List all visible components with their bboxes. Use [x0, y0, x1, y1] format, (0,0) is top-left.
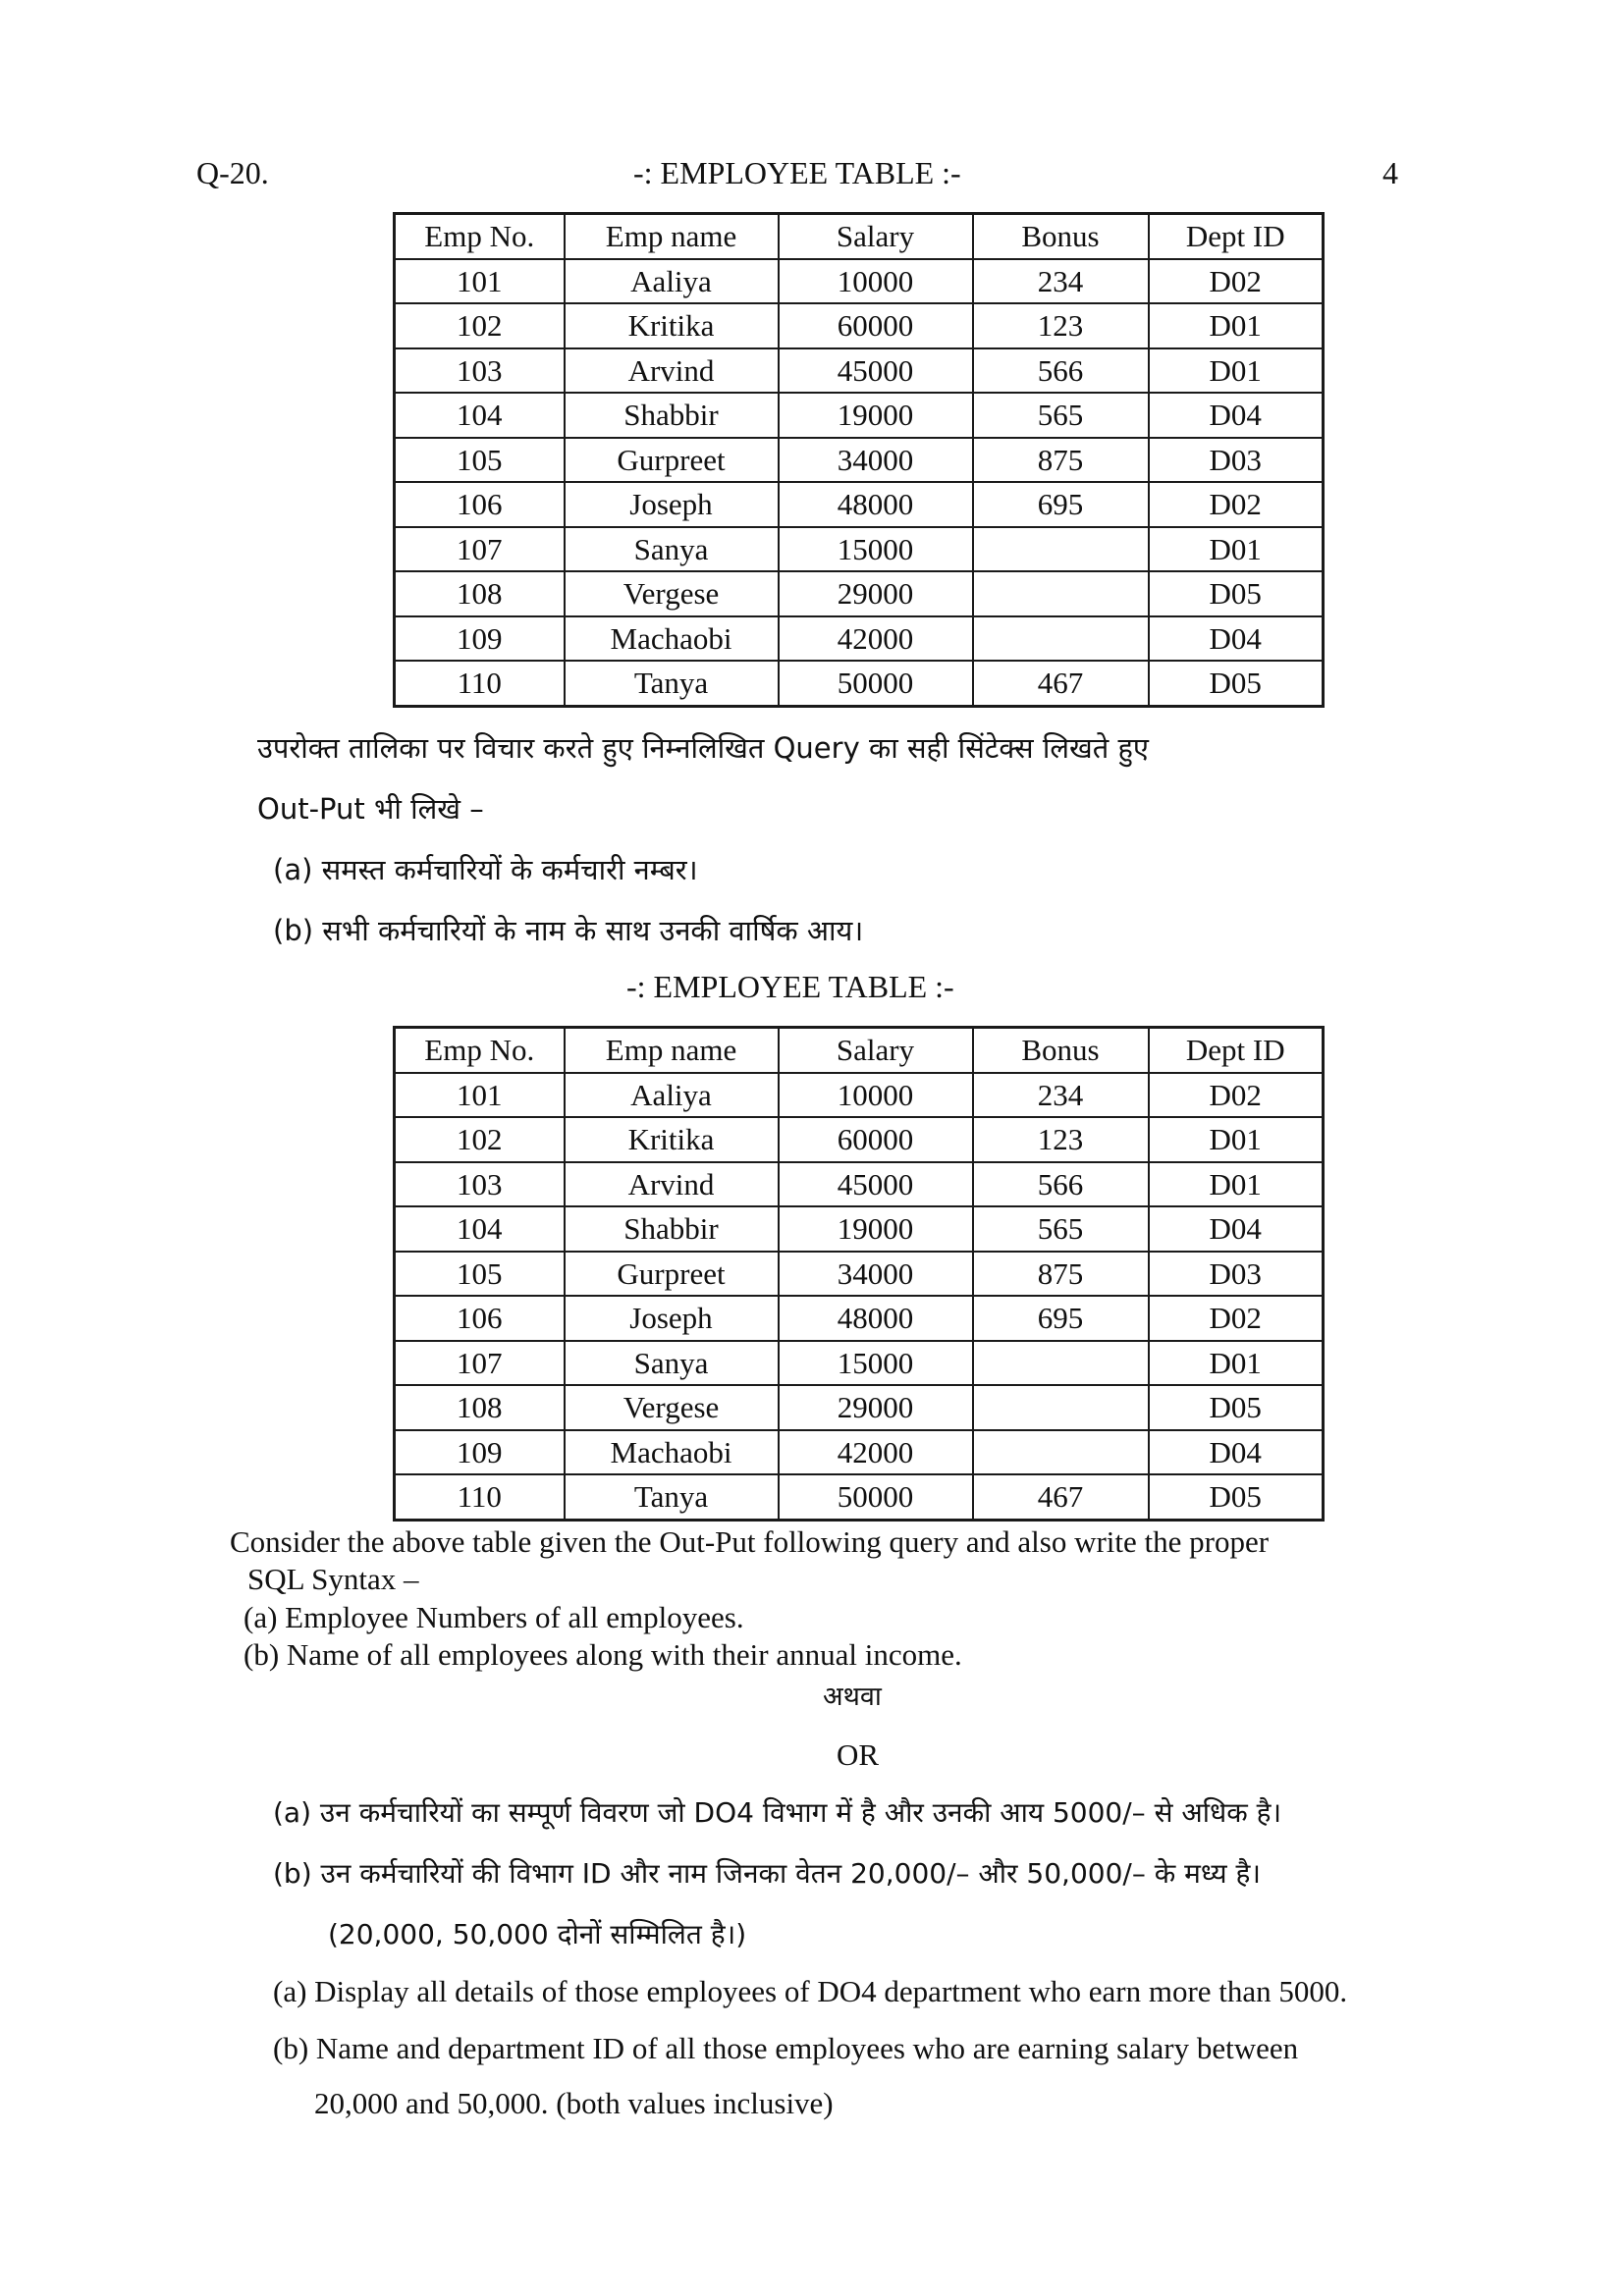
table-row: [395, 1206, 1324, 1252]
table-cell: Vergese: [565, 1385, 779, 1430]
table-cell: 695: [973, 482, 1149, 527]
table-cell: Machaobi: [565, 616, 779, 662]
table-row: [395, 1162, 1324, 1207]
table-cell: 107: [395, 527, 565, 572]
column-header: Emp name: [565, 214, 779, 259]
table-row: [395, 1430, 1324, 1475]
table-header-row: [395, 1028, 1324, 1073]
column-header: Dept ID: [1149, 214, 1324, 259]
hindi-or-question-b: (b) उन कर्मचारियों की विभाग ID और नाम जिनका वेतन 20,000/– और 50,000/– के मध्य है।: [273, 1857, 1262, 1890]
table-cell: Kritika: [565, 303, 779, 348]
table-cell: 110: [395, 661, 565, 706]
table-cell: D01: [1149, 1341, 1324, 1386]
table-cell: [973, 571, 1149, 616]
table-row: [395, 661, 1324, 706]
table-body: [395, 1073, 1324, 1521]
table-cell: D05: [1149, 1385, 1324, 1430]
table-cell: Vergese: [565, 571, 779, 616]
english-intro-line1: Consider the above table given the Out-Put following query and also write the proper: [230, 1524, 1270, 1559]
table-cell: 103: [395, 348, 565, 394]
table-cell: Aaliya: [565, 1073, 779, 1118]
table-cell: 875: [973, 438, 1149, 483]
table-cell: 60000: [779, 303, 973, 348]
table-cell: 123: [973, 303, 1149, 348]
table-cell: D01: [1149, 527, 1324, 572]
table-header-row: [395, 214, 1324, 259]
table-row: [395, 259, 1324, 304]
hindi-intro-line1: उपरोक्त तालिका पर विचार करते हुए निम्नलिखित Query का सही सिंटेक्स लिखते हुए: [257, 731, 1149, 765]
table-row: [395, 1474, 1324, 1520]
table-cell: D01: [1149, 348, 1324, 394]
table-cell: 19000: [779, 1206, 973, 1252]
column-header: Dept ID: [1149, 1028, 1324, 1073]
table-cell: 50000: [779, 661, 973, 706]
english-or-question-b-line1: (b) Name and department ID of all those employees who are earning salary between: [273, 2031, 1299, 2065]
table-cell: 106: [395, 482, 565, 527]
table-cell: 15000: [779, 1341, 973, 1386]
table-cell: 104: [395, 1206, 565, 1252]
table-cell: 42000: [779, 616, 973, 662]
table-cell: 109: [395, 616, 565, 662]
table-cell: 467: [973, 661, 1149, 706]
table-cell: Sanya: [565, 527, 779, 572]
table-cell: Tanya: [565, 1474, 779, 1520]
table-cell: Joseph: [565, 482, 779, 527]
table-cell: D02: [1149, 482, 1324, 527]
table-cell: Shabbir: [565, 1206, 779, 1252]
table-row: [395, 303, 1324, 348]
table-cell: 48000: [779, 1296, 973, 1341]
table-cell: 234: [973, 259, 1149, 304]
table-cell: D01: [1149, 303, 1324, 348]
table-cell: D03: [1149, 438, 1324, 483]
table-row: [395, 1341, 1324, 1386]
table-cell: 103: [395, 1162, 565, 1207]
table-cell: 101: [395, 1073, 565, 1118]
hindi-or-question-b-note: (20,000, 50,000 दोनों सम्मिलित है।): [328, 1918, 747, 1950]
table-cell: 109: [395, 1430, 565, 1475]
english-or-question-b-line2: 20,000 and 50,000. (both values inclusive): [314, 2086, 834, 2120]
table-cell: 106: [395, 1296, 565, 1341]
table-row: [395, 1385, 1324, 1430]
table-cell: 10000: [779, 259, 973, 304]
hindi-question-b: (b) सभी कर्मचारियों के नाम के साथ उनकी वार्षिक आय।: [273, 914, 864, 947]
table-cell: Kritika: [565, 1117, 779, 1162]
athva-label: अथवा: [823, 1682, 882, 1712]
table-cell: Aaliya: [565, 259, 779, 304]
english-question-a: (a) Employee Numbers of all employees.: [244, 1600, 744, 1634]
table-row: [395, 393, 1324, 438]
table-cell: D05: [1149, 1474, 1324, 1520]
column-header: Emp No.: [395, 214, 565, 259]
table-cell: 15000: [779, 527, 973, 572]
english-intro-line2: SQL Syntax –: [247, 1562, 419, 1596]
table-cell: Joseph: [565, 1296, 779, 1341]
table-cell: 875: [973, 1252, 1149, 1297]
table-cell: Arvind: [565, 1162, 779, 1207]
table-cell: Gurpreet: [565, 438, 779, 483]
table-cell: [973, 1385, 1149, 1430]
table-row: [395, 1073, 1324, 1118]
table-cell: D01: [1149, 1117, 1324, 1162]
table-row: [395, 482, 1324, 527]
table-cell: Arvind: [565, 348, 779, 394]
table-cell: 123: [973, 1117, 1149, 1162]
table-row: [395, 348, 1324, 394]
column-header: Emp No.: [395, 1028, 565, 1073]
table-cell: 101: [395, 259, 565, 304]
table-cell: [973, 1430, 1149, 1475]
table-cell: 105: [395, 438, 565, 483]
table-cell: 108: [395, 571, 565, 616]
hindi-or-question-a: (a) उन कर्मचारियों का सम्पूर्ण विवरण जो DO4 विभाग में है और उनकी आय 5000/– से अधिक है।: [273, 1796, 1282, 1829]
table-cell: D02: [1149, 259, 1324, 304]
table-cell: 45000: [779, 1162, 973, 1207]
table-cell: D04: [1149, 616, 1324, 662]
table-row: [395, 571, 1324, 616]
or-label: OR: [837, 1737, 880, 1772]
english-question-b: (b) Name of all employees along with their annual income.: [244, 1637, 962, 1672]
table-cell: [973, 527, 1149, 572]
table-cell: Shabbir: [565, 393, 779, 438]
table-cell: 10000: [779, 1073, 973, 1118]
column-header: Salary: [779, 1028, 973, 1073]
table-row: [395, 438, 1324, 483]
table-cell: 105: [395, 1252, 565, 1297]
table-cell: 107: [395, 1341, 565, 1386]
hindi-intro-line2: Out-Put भी लिखे –: [257, 792, 484, 826]
table-cell: 60000: [779, 1117, 973, 1162]
column-header: Bonus: [973, 214, 1149, 259]
table-cell: 565: [973, 393, 1149, 438]
table-cell: 19000: [779, 393, 973, 438]
table-cell: 102: [395, 303, 565, 348]
table-cell: D02: [1149, 1073, 1324, 1118]
table-cell: 566: [973, 1162, 1149, 1207]
table-cell: 108: [395, 1385, 565, 1430]
employee-table-2: [393, 1026, 1325, 1522]
table-cell: 34000: [779, 438, 973, 483]
table-cell: 565: [973, 1206, 1149, 1252]
table-cell: Machaobi: [565, 1430, 779, 1475]
column-header: Emp name: [565, 1028, 779, 1073]
table-cell: 110: [395, 1474, 565, 1520]
table-cell: 34000: [779, 1252, 973, 1297]
table-cell: 50000: [779, 1474, 973, 1520]
table-body: [395, 259, 1324, 707]
question-number: Q-20.: [196, 155, 269, 190]
table-row: [395, 1296, 1324, 1341]
table-cell: 234: [973, 1073, 1149, 1118]
table-cell: 695: [973, 1296, 1149, 1341]
table-cell: 566: [973, 348, 1149, 394]
table-cell: 29000: [779, 571, 973, 616]
table-cell: 45000: [779, 348, 973, 394]
table-cell: D02: [1149, 1296, 1324, 1341]
table-row: [395, 616, 1324, 662]
table-cell: D01: [1149, 1162, 1324, 1207]
second-table-title: -: EMPLOYEE TABLE :-: [626, 969, 954, 1004]
table-row: [395, 527, 1324, 572]
table-cell: Sanya: [565, 1341, 779, 1386]
table-cell: 467: [973, 1474, 1149, 1520]
table-cell: [973, 1341, 1149, 1386]
english-or-question-a: (a) Display all details of those employees of DO4 department who earn more than 5000.: [273, 1974, 1348, 2008]
table-cell: 29000: [779, 1385, 973, 1430]
table-cell: 48000: [779, 482, 973, 527]
table-cell: 42000: [779, 1430, 973, 1475]
table-row: [395, 1117, 1324, 1162]
page-number: 4: [1382, 155, 1398, 190]
employee-table-1: [393, 212, 1325, 708]
table-cell: [973, 616, 1149, 662]
table-cell: D05: [1149, 661, 1324, 706]
column-header: Bonus: [973, 1028, 1149, 1073]
table-row: [395, 1252, 1324, 1297]
table-cell: D04: [1149, 393, 1324, 438]
table-cell: 102: [395, 1117, 565, 1162]
column-header: Salary: [779, 214, 973, 259]
table-title: -: EMPLOYEE TABLE :-: [633, 155, 961, 190]
table-cell: D04: [1149, 1430, 1324, 1475]
table-cell: D04: [1149, 1206, 1324, 1252]
table-cell: 104: [395, 393, 565, 438]
table-cell: D05: [1149, 571, 1324, 616]
table-cell: Gurpreet: [565, 1252, 779, 1297]
hindi-question-a: (a) समस्त कर्मचारियों के कर्मचारी नम्बर।: [273, 853, 698, 886]
table-cell: Tanya: [565, 661, 779, 706]
table-cell: D03: [1149, 1252, 1324, 1297]
